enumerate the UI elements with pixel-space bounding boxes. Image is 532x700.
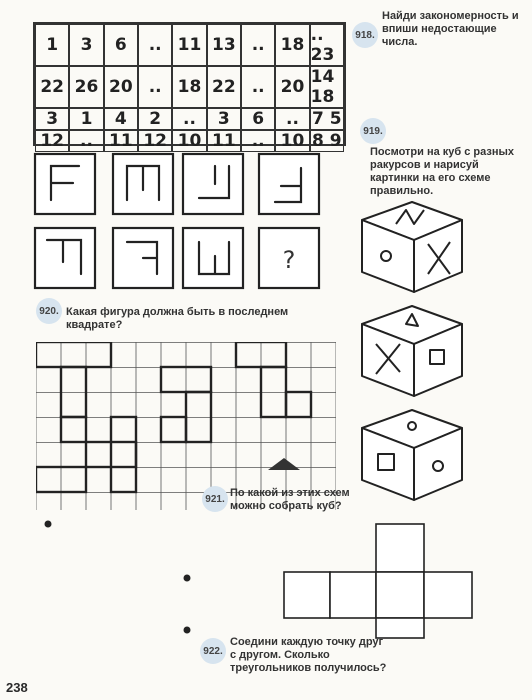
number-cell: .. bbox=[241, 24, 275, 66]
page-number: 238 bbox=[6, 680, 28, 695]
number-cell: 22 bbox=[35, 66, 69, 108]
number-cell: 7 5 bbox=[310, 108, 344, 130]
number-cell: 4 bbox=[104, 108, 138, 130]
number-cell: .. bbox=[172, 108, 206, 130]
task-918 bbox=[352, 22, 378, 48]
number-cell: .. bbox=[138, 66, 172, 108]
number-cell: 3 bbox=[69, 24, 103, 66]
number-cell: .. bbox=[241, 66, 275, 108]
number-cell: 18 bbox=[275, 24, 309, 66]
number-cell: .. bbox=[275, 108, 309, 130]
dot bbox=[184, 575, 191, 582]
cross-cube-net bbox=[282, 520, 504, 640]
number-cell: .. 23 bbox=[310, 24, 344, 66]
task-921 bbox=[202, 486, 228, 512]
number-cell: 18 bbox=[172, 66, 206, 108]
cube-views bbox=[356, 200, 472, 504]
number-cell: 3 bbox=[207, 108, 241, 130]
number-cell: 14 18 bbox=[310, 66, 344, 108]
shape-sequence bbox=[33, 152, 343, 290]
answer-question-mark: ? bbox=[282, 246, 296, 274]
task-919-text: Посмотри на куб с разных ракурсов и нарисуй картинки на его схеме правильно. bbox=[370, 146, 515, 197]
task-918-text: Найди закономерность и впиши недостающие числа. bbox=[382, 10, 519, 48]
cube-view-1 bbox=[362, 202, 462, 292]
task-920 bbox=[36, 298, 62, 324]
number-cell: 10 bbox=[275, 130, 309, 152]
number-cell: .. bbox=[241, 130, 275, 152]
dot bbox=[45, 521, 52, 528]
task-922-text: Соедини каждую точку друг с другом. Сколько треугольников получилось? bbox=[230, 636, 387, 674]
number-cell: 8 9 bbox=[310, 130, 344, 152]
number-cell: 22 bbox=[207, 66, 241, 108]
number-cell: 6 bbox=[241, 108, 275, 130]
number-cell: 11 bbox=[207, 130, 241, 152]
dot bbox=[184, 627, 191, 634]
number-cell: 10 bbox=[172, 130, 206, 152]
number-cell: 2 bbox=[138, 108, 172, 130]
cube-net-1 bbox=[36, 342, 111, 492]
number-cell: 13 bbox=[207, 24, 241, 66]
cube-net-2 bbox=[86, 417, 136, 492]
number-cell: 3 bbox=[35, 108, 69, 130]
number-grid bbox=[33, 22, 346, 151]
task-number-badge: 918. bbox=[352, 22, 378, 48]
task-919 bbox=[360, 118, 386, 144]
cube-view-2 bbox=[362, 306, 462, 396]
number-cell: 26 bbox=[69, 66, 103, 108]
number-cell: 1 bbox=[69, 108, 103, 130]
number-cell: 12 bbox=[138, 130, 172, 152]
number-cell: 20 bbox=[104, 66, 138, 108]
number-cell: 11 bbox=[104, 130, 138, 152]
task-number-badge: 920. bbox=[36, 298, 62, 324]
shape-square-3 bbox=[183, 154, 243, 214]
task-number-badge: 919. bbox=[360, 118, 386, 144]
shape-square-7 bbox=[183, 228, 243, 288]
shape-square-5 bbox=[35, 228, 95, 288]
shape-square-4 bbox=[259, 154, 319, 214]
number-cell: 12 bbox=[35, 130, 69, 152]
task-number-badge: 921. bbox=[202, 486, 228, 512]
number-cell: 6 bbox=[104, 24, 138, 66]
task-922 bbox=[200, 638, 226, 664]
number-cell: .. bbox=[69, 130, 103, 152]
cube-view-3 bbox=[362, 410, 462, 500]
dots-field bbox=[40, 516, 220, 656]
number-cell: 20 bbox=[275, 66, 309, 108]
triangle-marker bbox=[268, 458, 300, 470]
number-cell: .. bbox=[138, 24, 172, 66]
number-cell: 1 bbox=[35, 24, 69, 66]
cube-net-4 bbox=[236, 342, 311, 417]
task-number-badge: 922. bbox=[200, 638, 226, 664]
number-cell: 11 bbox=[172, 24, 206, 66]
task-920-text: Какая фигура должна быть в последнем квадрате? bbox=[66, 306, 289, 331]
task-921-text: По какой из этих схем можно собрать куб? bbox=[230, 487, 350, 512]
